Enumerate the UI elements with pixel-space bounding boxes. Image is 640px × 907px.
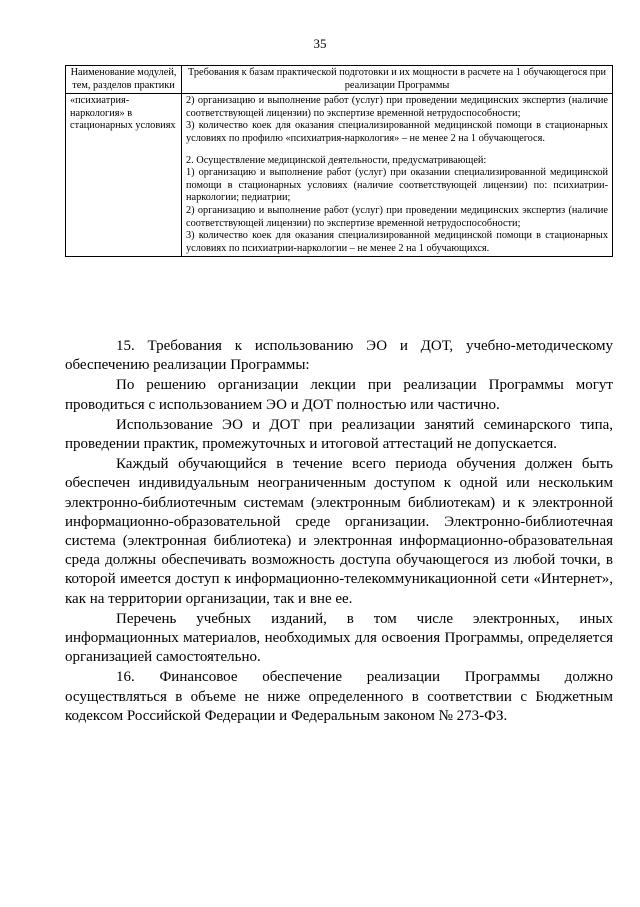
requirement-section-heading: 2. Осуществление медицинской деятельности, предусматривающей: — [186, 154, 487, 166]
requirement-item: 2) организацию и выполнение работ (услуг) при проведении медицинских экспертиз (наличие соответствующей лицензии) по экспертизе временной нетрудоспособности; — [186, 204, 608, 229]
table-row — [66, 94, 613, 257]
requirement-item: 3) количество коек для оказания специализированной медицинской помощи в стационарных условиях по профилю «психиатрия-наркология» – не менее 2 на 1 обучающегося. — [186, 120, 608, 144]
requirements-table — [65, 65, 613, 257]
table-header-row — [66, 66, 613, 94]
body-text — [65, 337, 613, 727]
table-header-requirements: Требования к базам практической подготовки и их мощности в расчете на 1 обучающегося при реализации Программы — [182, 66, 613, 94]
requirement-item: 2) организацию и выполнение работ (услуг) при проведении медицинских экспертиз (наличие соответствующей лицензии) по экспертизе временной нетрудоспособности; — [186, 95, 608, 119]
paragraph: Использование ЭО и ДОТ при реализации занятий семинарского типа, проведении практик, промежуточных и итоговой аттестаций не допускается. — [65, 416, 613, 453]
paragraph-section-15: 15. Требования к использованию ЭО и ДОТ, учебно-методическому обеспечению реализации Программы: — [65, 338, 613, 374]
requirement-item: 3) количество коек для оказания специализированной медицинской помощи в стационарных условиях по психиатрии-наркологии – не менее 2 на 1 обучающихся. — [186, 230, 608, 254]
requirement-item: 1) организацию и выполнение работ (услуг) при оказании специализированной медицинской помощи в стационарных условиях (наличие соответствующей лицензии) по: психиатрии-наркологии; педиатрии; — [186, 167, 608, 204]
table-header-module: Наименование модулей, тем, разделов практики — [66, 66, 182, 94]
table-row-label: «психиатрия-наркология» в стационарных условиях — [66, 94, 182, 257]
table-row-requirements — [182, 94, 613, 257]
paragraph: Перечень учебных изданий, в том числе электронных, иных информационных материалов, необходимых для освоения Программы, определяется организацией самостоятельно. — [65, 610, 613, 666]
paragraph: По решению организации лекции при реализации Программы могут проводиться с использованием ЭО и ДОТ полностью или частично. — [65, 377, 613, 413]
page-number: 35 — [313, 36, 327, 51]
paragraph-section-16: 16. Финансовое обеспечение реализации Программы должно осуществляться в объеме не ниже определенного в соответствии с Бюджетным кодексом Российской Федерации и Федеральным законом № 273-ФЗ. — [65, 669, 613, 724]
paragraph: Каждый обучающийся в течение всего периода обучения должен быть обеспечен индивидуальным неограниченным доступом к одной или нескольким электронно-библиотечным системам (электронным библиотекам) и к электронной информационно-образовательной среде организации. Электронно-библиотечная система (электронная библиотека) и электронная информационно-образовательная среда должны обеспечивать возможность доступа обучающегося из любой точки, в которой имеется доступ к информационно-телекоммуникационной сети «Интернет», как на территории организации, так и вне ее. — [65, 456, 613, 607]
